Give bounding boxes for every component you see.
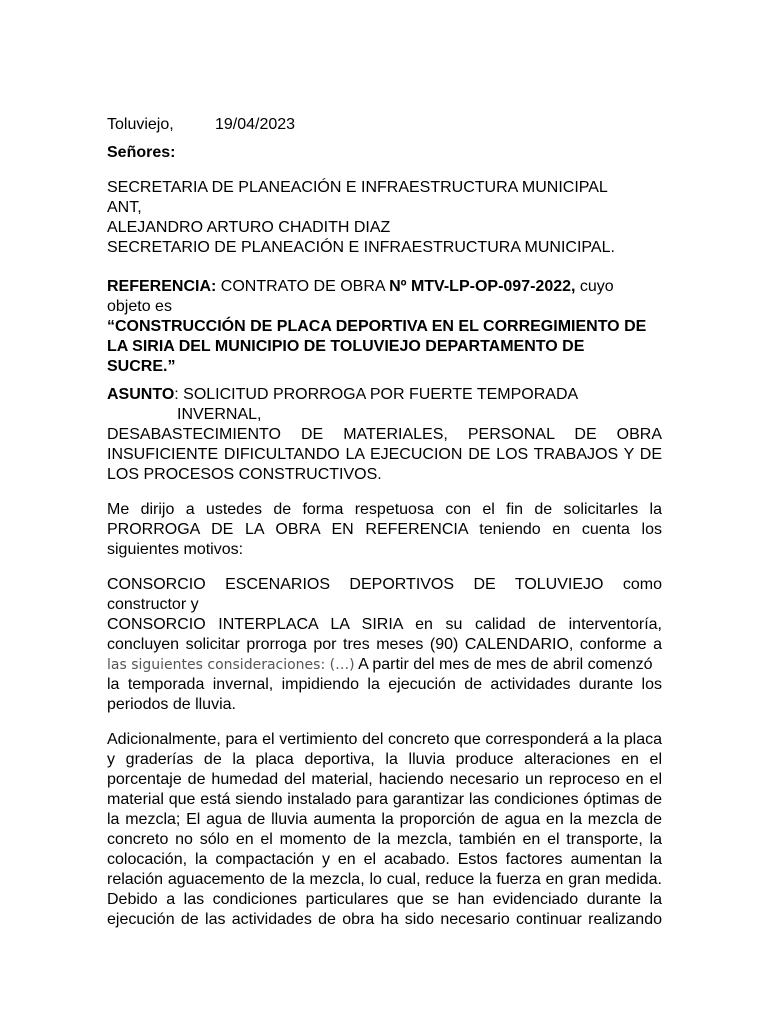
reference-line-2: objeto es [107,298,172,315]
recipient-line: ANT, [107,199,142,216]
paragraph-line: PRORROGA DE LA OBRA EN REFERENCIA teniendo en cuenta los [107,521,662,538]
paragraph-line: concreto no sólo en el momento de la mezcla, también en el transporte, la [107,831,662,848]
considerations-text: las siguientes consideraciones: (…) [107,657,355,673]
recipient-line: SECRETARIA DE PLANEACIÓN E INFRAESTRUCTURA MUNICIPAL [107,179,608,196]
salutation: Señores: [107,144,176,161]
subject-line-3: DESABASTECIMIENTO DE MATERIALES, PERSONAL DE OBRA [107,426,662,443]
paragraph-line [107,655,662,675]
subject-line-5: LOS PROCESOS CONSTRUCTIVOS. [107,466,382,483]
paragraph-3 [107,730,662,930]
paragraph-line: porcentaje de humedad del material, haciendo necesario un reproceso en el [107,771,662,788]
subject-label: ASUNTO [107,386,175,403]
project-title-line: LA SIRIA DEL MUNICIPIO DE TOLUVIEJO DEPARTAMENTO DE [107,338,585,355]
place: Toluviejo, [107,116,174,133]
paragraph-line: periodos de lluvia. [107,696,236,713]
recipient-line: ALEJANDRO ARTURO CHADITH DIAZ [107,219,391,236]
reference-text-2: cuyo [575,278,614,295]
recipient-line: SECRETARIO DE PLANEACIÓN E INFRAESTRUCTURA MUNICIPAL. [107,239,615,256]
paragraph-line: constructor y [107,596,199,613]
paragraph-line: Debido a las condiciones particulares que se han evidenciado durante la [107,891,662,908]
subject-text: : SOLICITUD PRORROGA POR FUERTE TEMPORADA [174,386,579,403]
paragraph-text: A partir del mes de mes de abril comenzó [354,656,653,673]
reference-block [107,277,662,377]
paragraph-line: Me dirijo a ustedes de forma respetuosa con el fin de solicitarles la [107,501,662,518]
paragraph-line: concluyen solicitar prorroga por tres meses (90) CALENDARIO, conforme a [107,636,662,653]
paragraph-2 [107,575,662,715]
recipient-block [107,178,662,258]
paragraph-line: CONSORCIO INTERPLACA LA SIRIA en su calidad de interventoría, [107,616,662,633]
reference-text: CONTRATO DE OBRA [216,278,390,295]
reference-line [107,277,662,297]
subject-line-2: INVERNAL, [177,406,262,423]
paragraph-line: CONSORCIO ESCENARIOS DEPORTIVOS DE TOLUVIEJO como [107,576,662,593]
subject-line [107,385,662,405]
contract-number: Nº MTV-LP-OP-097-2022, [389,278,576,295]
date: 19/04/2023 [215,116,296,133]
paragraph-line: Adicionalmente, para el vertimiento del concreto que corresponderá a la placa [107,731,662,748]
paragraph-line: colocación, la compactación y en el acabado. Estos factores aumentan la [107,851,662,868]
paragraph-line: y graderías de la placa deportiva, la lluvia produce alteraciones en el [107,751,662,768]
paragraph-line: ejecución de las actividades de obra ha sido necesario continuar realizando [107,911,662,928]
paragraph-line: la mezcla; El agua de lluvia aumenta la proporción de agua en la mezcla de [107,811,662,828]
paragraph-line: material que está siendo instalado para garantizar las condiciones óptimas de [107,791,662,808]
paragraph-line: siguientes motivos: [107,541,244,558]
project-title-line: “CONSTRUCCIÓN DE PLACA DEPORTIVA EN EL CORREGIMIENTO DE [107,318,647,335]
paragraph-1 [107,500,662,560]
paragraph-line: relación aguacemento de la mezcla, lo cual, reduce la fuerza en gran medida. [107,871,662,888]
project-title-line: SUCRE.” [107,358,176,375]
place-date-line [107,115,662,135]
letter-page [107,115,662,930]
paragraph-line: la temporada invernal, impidiendo la ejecución de actividades durante los [107,676,662,693]
subject-line-4: INSUFICIENTE DIFICULTANDO LA EJECUCION DE LOS TRABAJOS Y DE [107,446,662,463]
reference-label: REFERENCIA: [107,278,217,295]
subject-block [107,385,662,485]
